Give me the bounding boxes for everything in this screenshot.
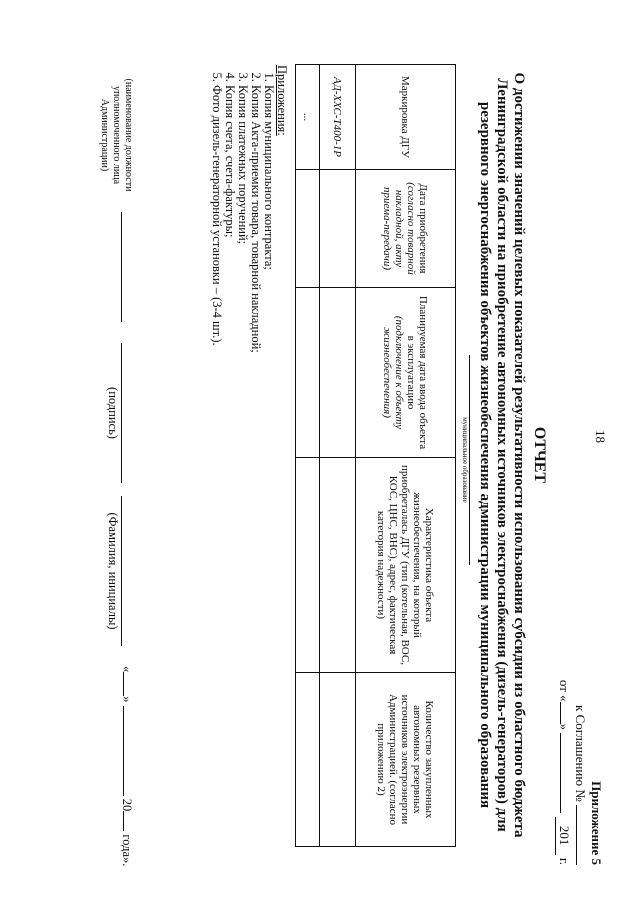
name-caption: (Фамилия, инициалы): [106, 512, 120, 630]
municipality-line: [469, 355, 470, 565]
cell-facility: [320, 458, 356, 673]
attachments-list: [210, 65, 275, 353]
appendix-block: [555, 680, 604, 865]
page-number: 18: [593, 430, 608, 443]
header-facility-characteristics: Характеристика объекта жизнеобеспечения, на который приобреталась ДГУ (тип (котельная, ВОС, КОС, ЦНС, ВНС), адрес, фактическая категория надежности): [356, 458, 456, 673]
cell-facility: [296, 458, 320, 673]
table-row: [320, 65, 356, 847]
table-header-row: [356, 65, 456, 847]
date-year: 201: [555, 817, 572, 855]
list-item: 4. Копия счета, счета-фактуры;: [223, 85, 236, 353]
table-row: [296, 65, 320, 847]
signature-line: [121, 343, 122, 483]
position-caption: (наименование должности уполномоченного лица Администрации): [99, 78, 134, 192]
cell-purchase-date: [320, 170, 356, 288]
list-item: 5. Фото дизель-генераторной установки – (3-4 шт.).: [210, 85, 223, 353]
header-marking: Маркировка ДГУ: [356, 65, 456, 170]
position-line: [121, 212, 122, 322]
header-quantity: Количество закупленных автономных резервных источников электроэнергии Администрацией. (согласно приложению 2): [356, 673, 456, 847]
signature-date: «» 20 года».: [120, 666, 134, 867]
report-table: [295, 64, 456, 847]
year-suffix: г.: [557, 857, 572, 865]
cell-commissioning-date: [296, 288, 320, 458]
cell-marking: АД-ХХС-Т400-1Р: [320, 65, 356, 170]
report-title: [476, 60, 548, 850]
quote-close: »: [557, 723, 572, 731]
header-commissioning-date: Планируемая дата ввода объекта в эксплуатацию (подключение к объекту жизнеобеспечения): [356, 288, 456, 458]
cell-marking: ...: [296, 65, 320, 170]
appendix-title: Приложение 5: [589, 781, 604, 865]
report-heading: ОТЧЕТ: [531, 426, 548, 484]
agreement-label: к Соглашению №: [573, 705, 588, 802]
attachments-heading: Приложения:: [275, 65, 289, 136]
name-line: [121, 496, 122, 646]
header-purchase-date: Дата приобретения (согласно товарной накладной, акту приема-передачи): [356, 170, 456, 288]
date-month: [560, 733, 561, 813]
signature-caption: (подпись): [106, 387, 120, 439]
list-item: 3. Копия платежных поручений;: [236, 85, 249, 353]
agreement-number: [576, 805, 577, 865]
list-item: 2. Копия Акта-приемки товара, товарной накладной;: [249, 85, 262, 353]
cell-quantity: [296, 673, 320, 847]
from-label: от «: [557, 679, 572, 702]
list-item: 1. Копия муниципального контракта;: [262, 85, 275, 353]
cell-commissioning-date: [320, 288, 356, 458]
cell-quantity: [320, 673, 356, 847]
cell-purchase-date: [296, 170, 320, 288]
report-subtitle: О достижении значений целевых показателей результативности использования субсидии из областного бюджета Ленинградской области на приобретение автономных источников электроснабжения (дизель-генераторов) для резервного энергоснабжения объектов жизнеобеспечения администрации муниципального образования: [477, 72, 527, 838]
agreement-date-line: [555, 680, 572, 865]
agreement-line: [572, 680, 588, 865]
date-day: [560, 702, 561, 724]
attachments-block: [210, 65, 288, 353]
municipality-caption: муниципальное образование: [461, 417, 469, 503]
